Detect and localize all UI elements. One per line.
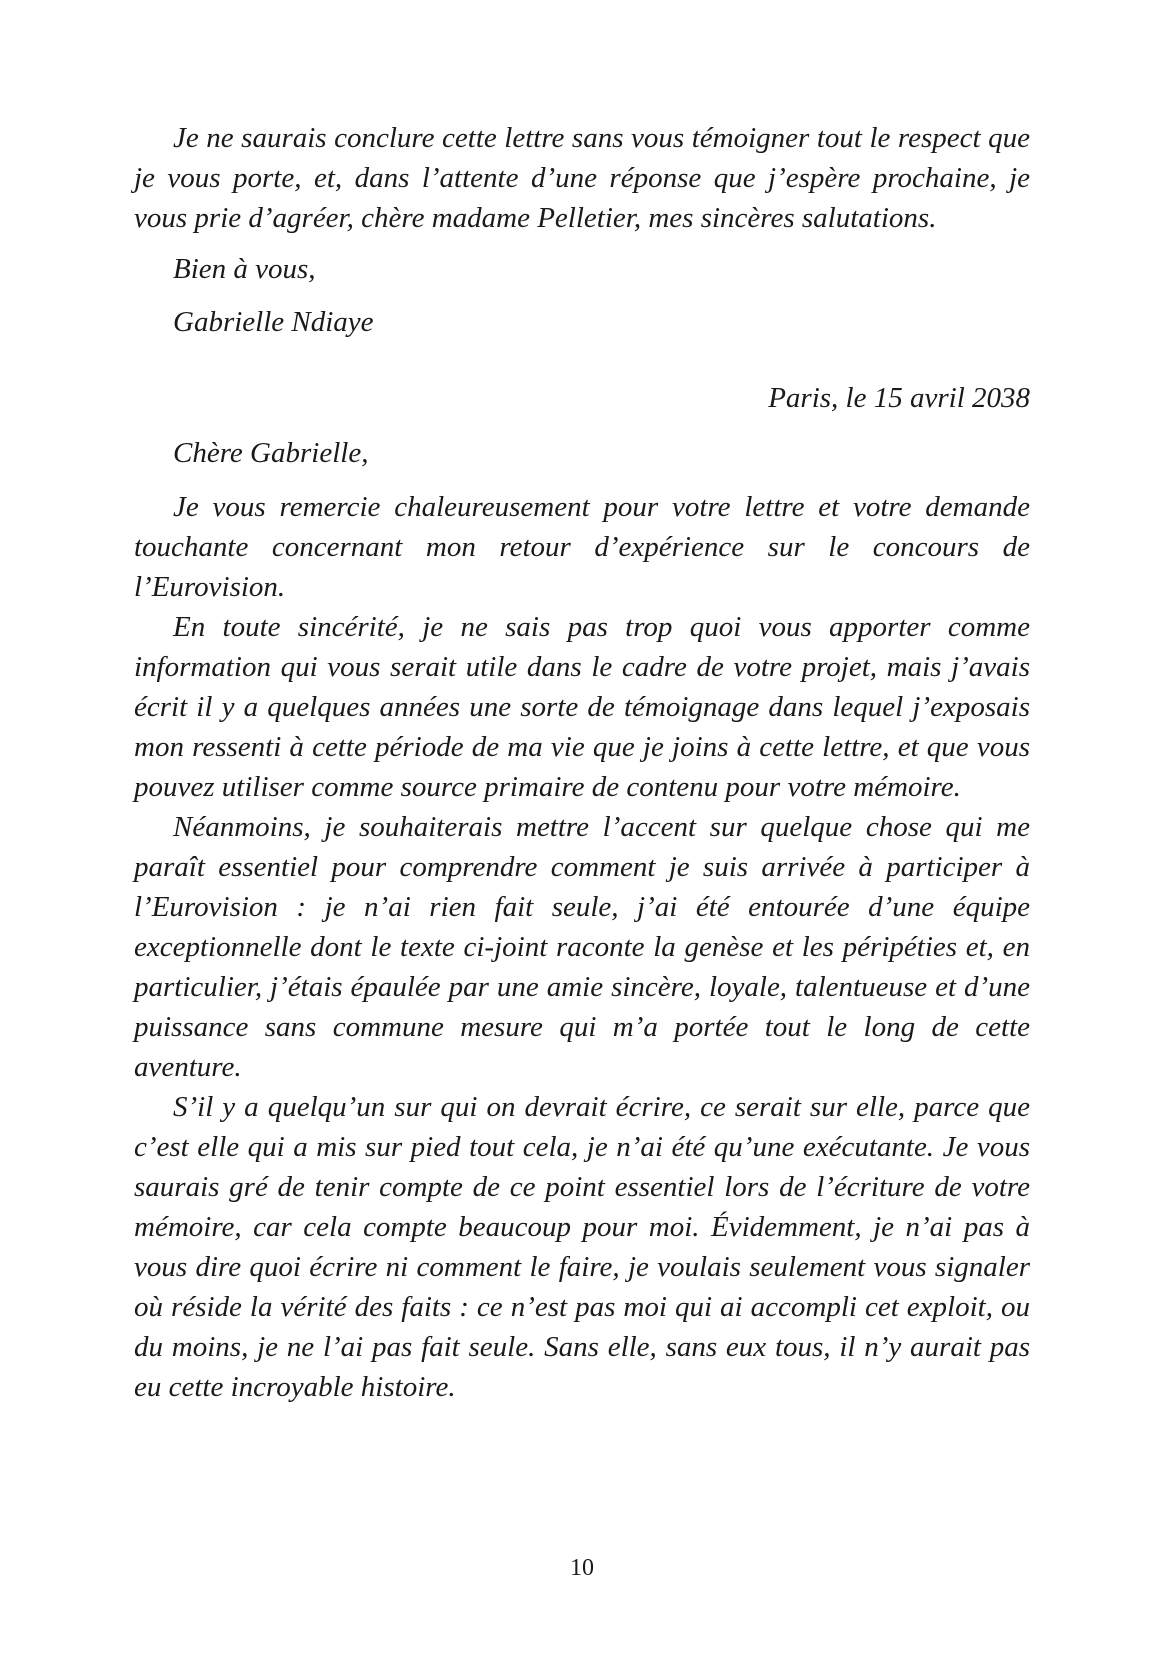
signoff: Bien à vous, (173, 253, 316, 285)
letter-body (134, 487, 1030, 1407)
body-paragraph-2: En toute sincérité, je ne sais pas trop quoi vous apporter comme information qui vous serait utile dans le cadre de votre projet, mais j’avais écrit il y a quelques années une sorte de témoignage dans lequel j’exposais mon ressenti à cette période de ma vie que je joins à cette lettre, et que vous pouvez utiliser comme source primaire de contenu pour votre mémoire. (134, 611, 1030, 803)
signature: Gabrielle Ndiaye (173, 306, 374, 338)
page-number: 10 (570, 1555, 594, 1581)
body-paragraph-3: Néanmoins, je souhaiterais mettre l’accent sur quelque chose qui me paraît essentiel pour comprendre comment je suis arrivée à participer à l’Eurovision : je n’ai rien fait seule, j’ai été entourée d’une équipe exceptionnelle dont le texte ci-joint raconte la genèse et les péripéties et, en particulier, j’étais épaulée par une amie sincère, loyale, talentueuse et d’une puissance sans commune mesure qui m’a portée tout le long de cette aventure. (134, 811, 1030, 1083)
date-line: Paris, le 15 avril 2038 (768, 382, 1030, 414)
body-paragraph-4: S’il y a quelqu’un sur qui on devrait écrire, ce serait sur elle, parce que c’est elle qui a mis sur pied tout cela, je n’ai été qu’une exécutante. Je vous saurais gré de tenir compte de ce point essentiel lors de l’écriture de votre mémoire, car cela compte beaucoup pour moi. Évidemment, je n’ai pas à vous dire quoi écrire ni comment le faire, je voulais seulement vous signaler où réside la vérité des faits : ce n’est pas moi qui ai accompli cet exploit, ou du moins, je ne l’ai pas fait seule. Sans elle, sans eux tous, il n’y aurait pas eu cette incroyable histoire. (134, 1091, 1030, 1403)
body-paragraph-1: Je vous remercie chaleureusement pour votre lettre et votre demande touchante concernant mon retour d’expérience sur le concours de l’Eurovision. (134, 491, 1030, 603)
salutation: Chère Gabrielle, (173, 437, 369, 469)
closing-paragraph: Je ne saurais conclure cette lettre sans vous témoigner tout le respect que je vous porte, et, dans l’attente d’une réponse que j’espère prochaine, je vous prie d’agréer, chère madame Pelletier, mes sincères salutations. (134, 122, 1030, 234)
